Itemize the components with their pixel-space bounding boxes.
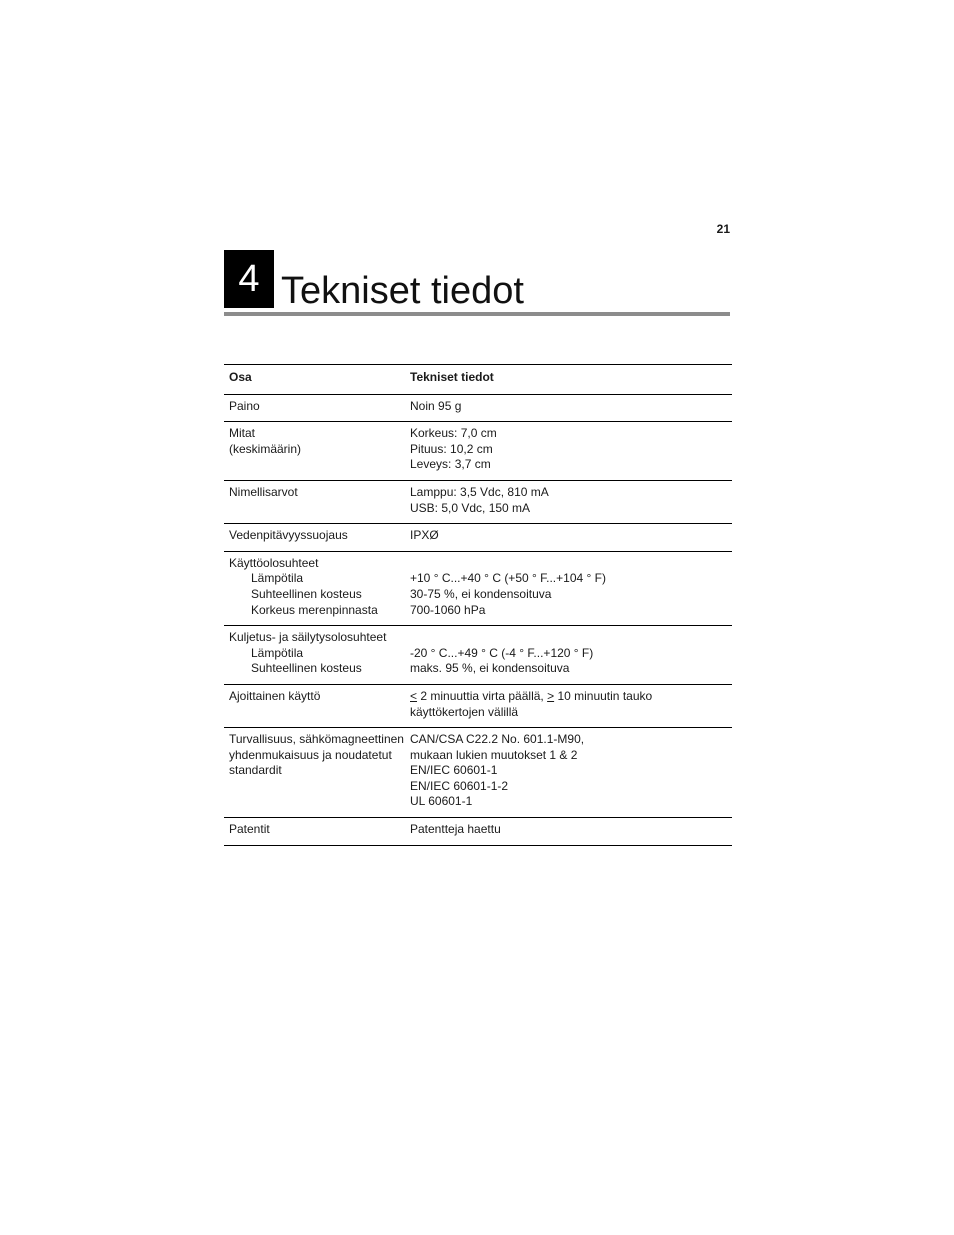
part-subtext: Korkeus merenpinnasta <box>251 602 378 617</box>
part-text: standardit <box>229 763 282 778</box>
table-row <box>224 481 732 524</box>
spec-cell <box>410 399 732 415</box>
less-equal-symbol: < <box>410 688 418 703</box>
table-row <box>224 395 732 423</box>
part-cell <box>224 822 410 838</box>
spec-text: CAN/CSA C22.2 No. 601.1-M90, <box>410 732 585 747</box>
header-part: Osa <box>229 370 252 384</box>
spec-cell <box>410 485 732 516</box>
spec-cell <box>410 630 732 677</box>
spec-text: 700-1060 hPa <box>410 602 486 617</box>
spec-text: Pituus: 10,2 cm <box>410 441 493 456</box>
part-cell <box>224 556 410 618</box>
part-text: Turvallisuus, sähkömagneettinen <box>229 732 404 747</box>
part-cell <box>224 399 410 415</box>
part-cell <box>224 732 410 810</box>
spec-text: EN/IEC 60601-1-2 <box>410 778 509 793</box>
spec-cell <box>410 426 732 473</box>
table-row <box>224 552 732 626</box>
table-row <box>224 685 732 728</box>
spec-cell <box>410 528 732 544</box>
greater-equal-symbol: > <box>547 688 555 703</box>
spec-text: Lamppu: 3,5 Vdc, 810 mA <box>410 484 549 499</box>
spec-text: 2 minuuttia virta päällä, <box>417 688 548 703</box>
part-text: Patentit <box>229 822 270 837</box>
part-subtext: Suhteellinen kosteus <box>251 586 362 601</box>
part-cell <box>224 528 410 544</box>
spec-text: Korkeus: 7,0 cm <box>410 426 497 441</box>
spec-text: mukaan lukien muutokset 1 & 2 <box>410 747 578 762</box>
part-cell <box>224 485 410 516</box>
spec-text: Noin 95 g <box>410 398 462 413</box>
part-text: Kuljetus- ja säilytysolosuhteet <box>229 630 387 645</box>
spec-text: Patentteja haettu <box>410 822 501 837</box>
spec-cell <box>410 556 732 618</box>
part-text: yhdenmukaisuus ja noudatetut <box>229 747 392 762</box>
part-text: Ajoittainen käyttö <box>229 688 321 703</box>
part-text: Vedenpitävyyssuojaus <box>229 528 348 543</box>
spec-text: maks. 95 %, ei kondensoituva <box>410 661 570 676</box>
spec-text: +10 ° C...+40 ° C (+50 ° F...+104 ° F) <box>410 571 606 586</box>
part-cell <box>224 630 410 677</box>
spec-cell <box>410 689 732 720</box>
spec-cell <box>410 822 732 838</box>
spec-text: Leveys: 3,7 cm <box>410 457 491 472</box>
spec-text: IPXØ <box>410 528 439 543</box>
part-text: Nimellisarvot <box>229 484 298 499</box>
spec-spacer <box>410 630 732 646</box>
duty-cycle-line <box>410 689 732 705</box>
part-subtext: Suhteellinen kosteus <box>251 661 362 676</box>
header-spec: Tekniset tiedot <box>410 370 494 384</box>
title-divider <box>224 312 730 316</box>
spec-text: 10 minuutin tauko <box>554 688 653 703</box>
part-cell <box>224 426 410 473</box>
spec-spacer <box>410 556 732 572</box>
table-row <box>224 524 732 552</box>
part-text: (keskimäärin) <box>229 441 302 456</box>
spec-text: käyttökertojen välillä <box>410 704 519 719</box>
part-text: Mitat <box>229 426 256 441</box>
spec-text: USB: 5,0 Vdc, 150 mA <box>410 500 531 515</box>
spec-text: EN/IEC 60601-1 <box>410 763 498 778</box>
table-header-row <box>224 365 732 395</box>
spec-text: UL 60601-1 <box>410 794 473 809</box>
chapter-title: Tekniset tiedot <box>281 270 524 312</box>
spec-table <box>224 364 732 846</box>
part-text: Paino <box>229 398 260 413</box>
part-cell <box>224 689 410 720</box>
table-row <box>224 422 732 481</box>
part-subtext: Lämpötila <box>251 645 304 660</box>
spec-text: 30-75 %, ei kondensoituva <box>410 586 552 601</box>
spec-text: -20 ° C...+49 ° C (-4 ° F...+120 ° F) <box>410 645 594 660</box>
table-row <box>224 818 732 846</box>
table-row <box>224 626 732 685</box>
chapter-number-badge: 4 <box>224 250 274 308</box>
part-text: Käyttöolosuhteet <box>229 555 319 570</box>
spec-cell <box>410 732 732 810</box>
page-number: 21 <box>716 222 730 236</box>
table-row <box>224 728 732 818</box>
part-subtext: Lämpötila <box>251 571 304 586</box>
